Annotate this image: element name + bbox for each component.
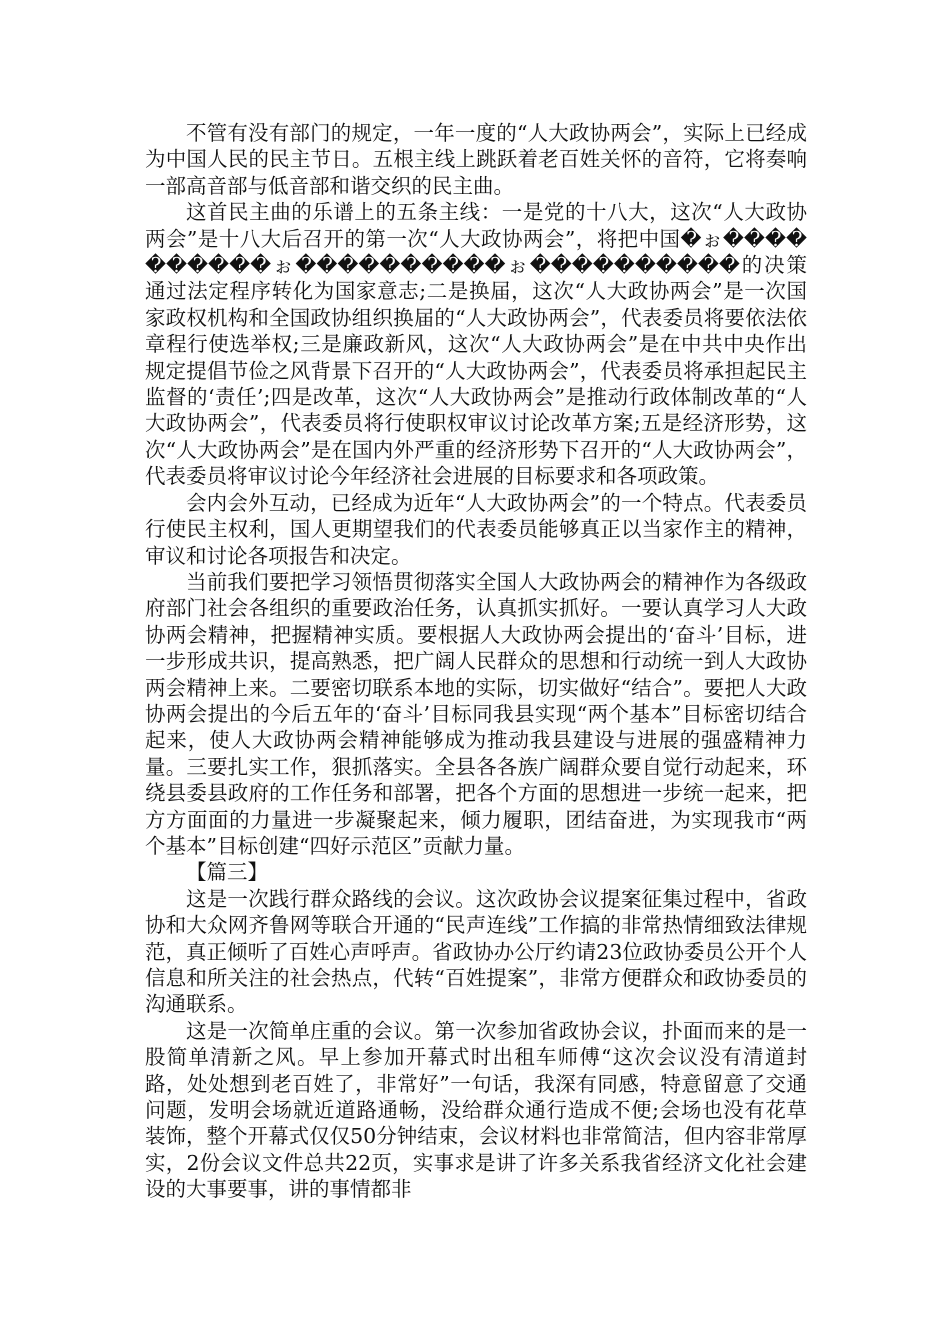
document-body [145,120,807,1203]
paragraph-five-main-lines: 这首民主曲的乐谱上的五条主线：一是党的十八大，这次“人大政协两会”是十八大后召开的第一次“人大政协两会”，将把中国�ぉ����������ぉ����������ぉ����������的决策通过法定程序转化为国家意志;二是换届，这次“人大政协两会”是一次国家政权机构和全国政协组织换届的“人大政协两会”，代表委员将要依法依章程行使选举权;三是廉政新风，这次“人大政协两会”是在中共中央作出规定提倡节俭之风背景下召开的“人大政协两会”，代表委员将承担起民主监督的‘责任’;四是改革，这次“人大政协两会”是推动行政体制改革的“人大政协两会”，代表委员将行使职权审议讨论改革方案;五是经济形势，这次“人大政协两会”是在国内外严重的经济形势下召开的“人大政协两会”，代表委员将审议讨论今年经济社会进展的目标要求和各项政策。 [145,200,807,489]
paragraph-implementation: 当前我们要把学习领悟贯彻落实全国人大政协两会的精神作为各级政府部门社会各组织的重要政治任务，认真抓实抓好。一要认真学习人大政协两会精神，把握精神实质。要根据人大政协两会提出的‘奋斗’目标，进一步形成共识，提高熟悉，把广阔人民群众的思想和行动统一到人大政协两会精神上来。二要密切联系本地的实际，切实做好“结合”。要把人大政协两会提出的今后五年的‘奋斗’目标同我县实现“两个基本”目标密切结合起来，使人大政协两会精神能够成为推动我县建设与进展的强盛精神力量。三要扎实工作，狠抓落实。全县各各族广阔群众要自觉行动起来，环绕县委县政府的工作任务和部署，把各个方面的思想进一步统一起来，把方方面面的力量进一步凝聚起来，倾力履职，团结奋进，为实现我市“两个基本”目标创建“四好示范区”贡献力量。 [145,569,807,858]
paragraph-simple-meeting: 这是一次简单庄重的会议。第一次参加省政协会议，扑面而来的是一股简单清新之风。早上参加开幕式时出租车师傅“这次会议没有清道封路，处处想到老百姓了，非常好”一句话，我深有同感，特意留意了交通问题，发明会场就近道路通畅，没给群众通行造成不便;会场也没有花草装饰，整个开幕式仅仅50分钟结束，会议材料也非常简洁，但内容非常厚实，2份会议文件总共22页，实事求是讲了许多关系我省经济文化社会建设的大事要事，讲的事情都非 [145,1018,807,1202]
paragraph-interaction: 会内会外互动，已经成为近年“人大政协两会”的一个特点。代表委员行使民主权利，国人更期望我们的代表委员能够真正以当家作主的精神，审议和讨论各项报告和决定。 [145,490,807,568]
section-heading: 【篇三】 [186,860,268,885]
paragraph-democratic-festival: 不管有没有部门的规定，一年一度的“人大政协两会”，实际上已经成为中国人民的民主节日。五根主线上跳跃着老百姓关怀的音符，它将奏响一部高音部与低音部和谐交织的民主曲。 [145,121,807,198]
paragraph-mass-line-meeting: 这是一次践行群众路线的会议。这次政协会议提案征集过程中，省政协和大众网齐鲁网等联合开通的“民声连线”工作搞的非常热情细致法律规范，真正倾听了百姓心声呼声。省政协办公厅约请23位政协委员公开个人信息和所关注的社会热点，代转“百姓提案”，非常方便群众和政协委员的沟通联系。 [145,886,807,1017]
